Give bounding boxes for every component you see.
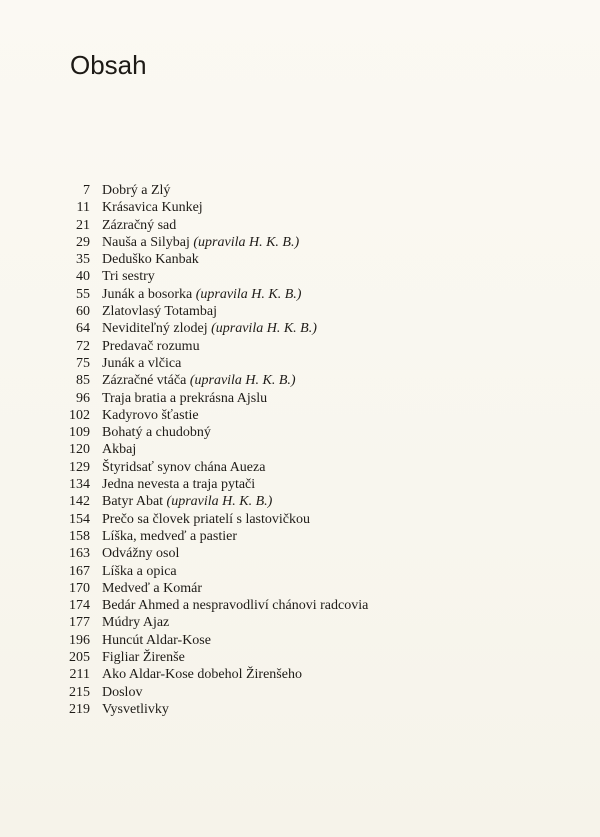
toc-entry xyxy=(48,701,568,718)
toc-entry xyxy=(48,597,568,614)
toc-page-number: 167 xyxy=(69,563,90,579)
toc-page-number: 134 xyxy=(69,477,90,493)
toc-entry xyxy=(48,390,568,407)
toc-entry-title: Prečo sa človek priatelí s lastovičkou xyxy=(102,511,310,527)
toc-entry-title: Dobrý a Zlý xyxy=(102,183,171,198)
toc-page-number: 177 xyxy=(69,615,90,631)
toc-entry xyxy=(48,476,568,493)
toc-entry xyxy=(48,511,568,528)
toc-entry xyxy=(48,372,568,389)
toc-page-number: 170 xyxy=(69,580,90,596)
toc-entry xyxy=(48,217,568,234)
toc-page-number: 163 xyxy=(69,546,90,562)
toc-page-number: 205 xyxy=(69,650,90,666)
toc-entry xyxy=(48,563,568,580)
toc-entry xyxy=(48,684,568,701)
toc-entry-title: Predavač rozumu xyxy=(102,338,200,354)
toc-entry-title: Traja bratia a prekrásna Ajslu xyxy=(102,390,268,406)
toc-entry-title: Zlatovlasý Totambaj xyxy=(102,304,218,320)
toc-entry-title: Deduško Kanbak xyxy=(102,252,199,268)
toc-entry xyxy=(48,338,568,355)
toc-page-number: 72 xyxy=(76,338,90,354)
toc-page-number: 21 xyxy=(76,217,90,233)
toc-entry xyxy=(48,614,568,631)
toc-entry-note: (upravila H. K. B.) xyxy=(193,234,300,250)
toc-page-number: 215 xyxy=(69,684,90,700)
toc-entry xyxy=(48,493,568,510)
toc-page-number: 196 xyxy=(69,632,90,648)
toc-entry xyxy=(48,303,568,320)
toc-entry xyxy=(48,355,568,372)
toc-page-number: 219 xyxy=(69,701,90,717)
toc-page-number: 60 xyxy=(76,304,90,320)
toc-entry-title: Medveď a Komár xyxy=(102,580,203,596)
toc-page-number: 75 xyxy=(76,355,90,371)
toc-entry-title: Figliar Žirenše xyxy=(102,650,185,666)
toc-page-number: 129 xyxy=(69,459,90,475)
toc-page-number: 174 xyxy=(69,598,90,614)
toc-entry-note: (upravila H. K. B.) xyxy=(189,373,296,389)
toc-entry-title: Tri sestry xyxy=(102,269,155,285)
toc-entry-note: (upravila H. K. B.) xyxy=(166,494,273,510)
toc-page-number: 158 xyxy=(69,528,90,544)
toc-entry xyxy=(48,234,568,251)
toc-page-number: 7 xyxy=(83,183,90,198)
toc-page-number: 29 xyxy=(76,234,90,250)
toc-page-number: 11 xyxy=(76,200,90,216)
toc-entry xyxy=(48,199,568,216)
toc-entry-title: Junák a vlčica xyxy=(102,355,182,371)
toc-entry-title: Múdry Ajaz xyxy=(102,615,170,631)
toc-entry-title: Bedár Ahmed a nespravodliví chánovi radcovia xyxy=(102,598,369,614)
toc-entry xyxy=(48,407,568,424)
toc-entry-title: Junák a bosorka xyxy=(102,286,193,302)
toc-entry-title: Štyridsať synov chána Aueza xyxy=(102,459,266,475)
toc-page-number: 102 xyxy=(69,407,90,423)
toc-entry-title: Akbaj xyxy=(102,442,137,458)
toc-entry xyxy=(48,268,568,285)
toc-entry xyxy=(48,251,568,268)
toc-entry-title: Zázračný sad xyxy=(102,217,177,233)
toc-entry-title: Neviditeľný zlodej xyxy=(102,321,208,337)
toc-entry-note: (upravila H. K. B.) xyxy=(211,321,317,337)
toc-page-number: 40 xyxy=(76,269,90,285)
toc-page-number: 142 xyxy=(69,494,90,510)
toc-page-number: 64 xyxy=(76,321,90,337)
toc-page-number: 154 xyxy=(69,511,90,527)
toc-entry-title: Odvážny osol xyxy=(102,546,180,562)
toc-entry xyxy=(48,666,568,683)
toc-entry xyxy=(48,528,568,545)
toc-page-number: 96 xyxy=(76,390,90,406)
toc-entry-title: Batyr Abat xyxy=(102,494,164,510)
toc-entry-title: Líška, medveď a pastier xyxy=(102,528,238,544)
toc-entry xyxy=(48,441,568,458)
toc-entry xyxy=(48,320,568,337)
toc-page-number: 85 xyxy=(76,373,90,389)
toc-entry-title: Nauša a Silybaj xyxy=(102,234,190,250)
toc-entry-title: Krásavica Kunkej xyxy=(102,200,203,216)
toc-page-number: 35 xyxy=(76,252,90,268)
toc-page-number: 120 xyxy=(69,442,90,458)
toc-entry-title: Ako Aldar-Kose dobehol Žirenšeho xyxy=(102,667,302,683)
page-title: Obsah xyxy=(70,50,147,80)
toc-entry-title: Vysvetlivky xyxy=(102,701,169,717)
toc-entry-note: (upravila H. K. B.) xyxy=(195,286,302,302)
toc-entry-title: Huncút Aldar-Kose xyxy=(102,632,211,648)
toc-entry-title: Doslov xyxy=(102,684,143,700)
toc-entry xyxy=(48,545,568,562)
toc-entry-title: Zázračné vtáča xyxy=(102,373,187,389)
toc-page-number: 55 xyxy=(76,286,90,302)
toc-entry xyxy=(48,424,568,441)
toc-entry-title: Bohatý a chudobný xyxy=(102,425,211,441)
toc-entry xyxy=(48,580,568,597)
toc-page-number: 211 xyxy=(69,667,90,683)
toc-entry xyxy=(48,286,568,303)
toc-entry xyxy=(48,459,568,476)
toc-entry-title: Jedna nevesta a traja pytači xyxy=(102,477,256,493)
toc-entry xyxy=(48,649,568,666)
toc-entry-title: Kadyrovo šťastie xyxy=(102,407,199,423)
table-of-contents xyxy=(48,182,568,718)
toc-entry xyxy=(48,182,568,199)
toc-entry-title: Líška a opica xyxy=(102,563,177,579)
toc-entry xyxy=(48,632,568,649)
toc-page-number: 109 xyxy=(69,425,90,441)
